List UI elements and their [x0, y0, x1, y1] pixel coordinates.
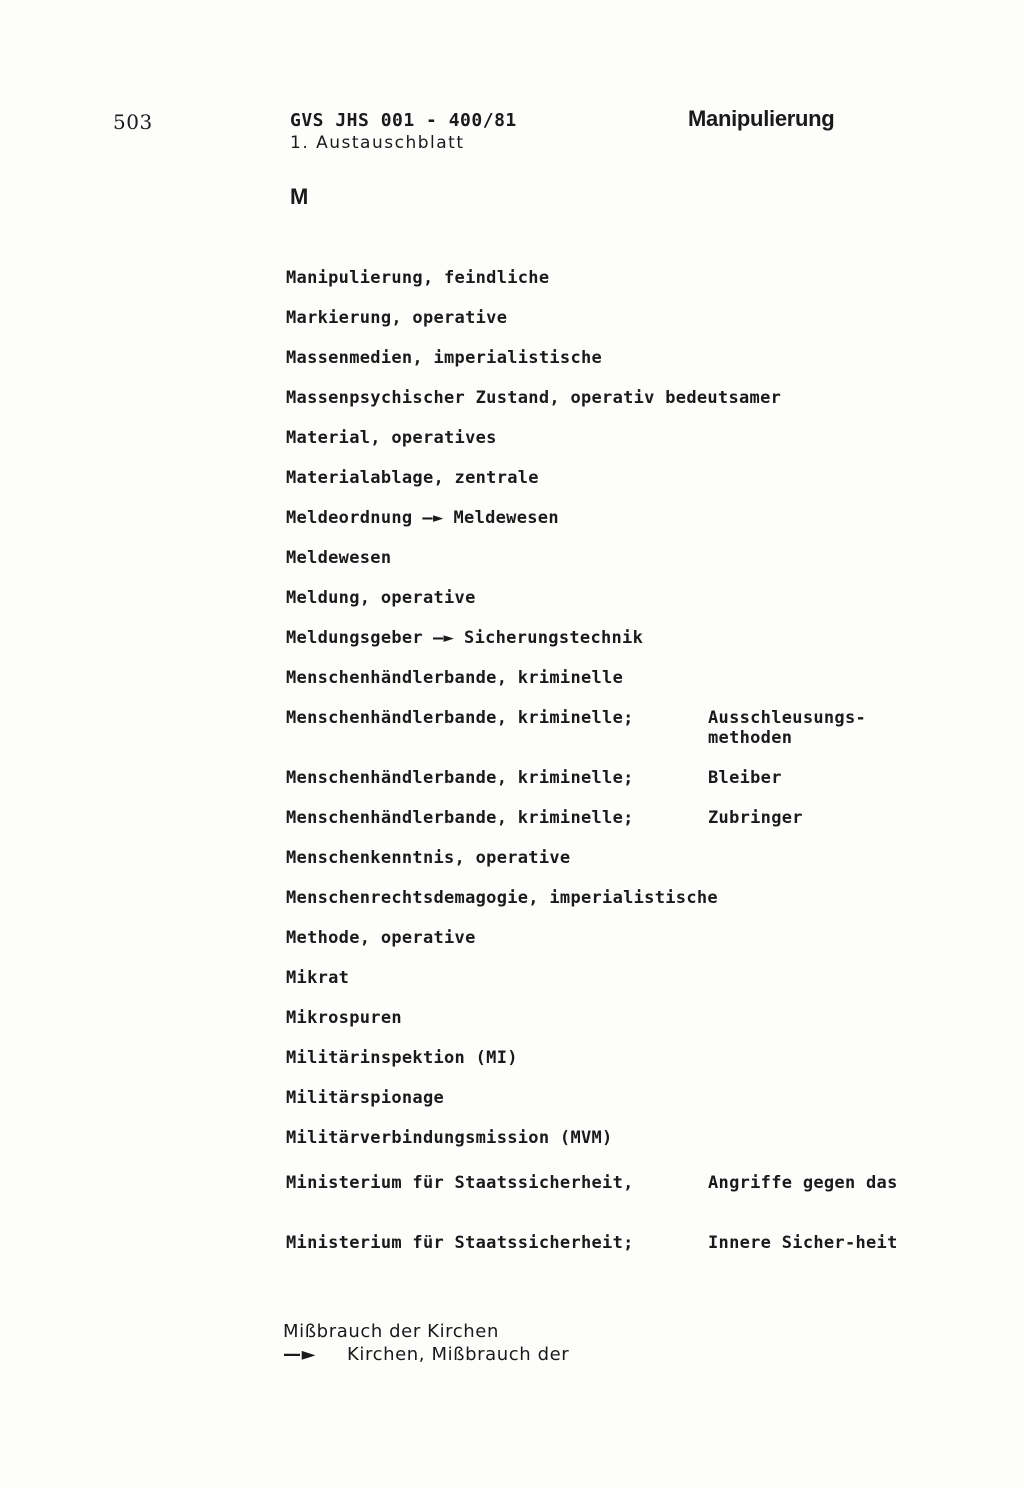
index-entry: [286, 268, 926, 288]
arrow-icon: —►: [432, 628, 455, 648]
entry-term: Meldewesen: [286, 548, 392, 568]
entry-term: Menschenkenntnis, operative: [286, 848, 571, 868]
arrow-icon: —►: [422, 508, 444, 528]
index-entry: [286, 1233, 926, 1253]
entry-term: Manipulierung, feindliche: [286, 268, 550, 288]
index-entry: [286, 508, 926, 528]
index-entry: [286, 348, 926, 368]
entry-subheading: Bleiber: [708, 768, 782, 788]
entry-term: Militärverbindungsmission (MVM): [286, 1128, 613, 1148]
index-entry: [286, 388, 926, 408]
index-entry: [286, 1088, 926, 1108]
entry-term: Meldungsgeber: [286, 628, 423, 648]
entry-term: Ministerium für Staatssicherheit;: [286, 1233, 634, 1253]
index-entry: [286, 928, 926, 948]
entry-see-reference: Sicherungstechnik: [464, 628, 644, 648]
entry-term: Menschenhändlerbande, kriminelle;: [286, 808, 634, 828]
index-entry: [286, 1173, 926, 1193]
entry-term: Markierung, operative: [286, 308, 508, 328]
index-entry: [286, 848, 926, 868]
index-entry: [286, 808, 926, 828]
footer-term: Mißbrauch der Kirchen: [283, 1321, 499, 1342]
index-entry: [286, 468, 926, 488]
entry-term: Meldung, operative: [286, 588, 476, 608]
section-letter: M: [290, 184, 309, 209]
entry-term: Meldeordnung: [286, 508, 413, 528]
index-entry: [286, 1128, 926, 1148]
index-entry: [286, 588, 926, 608]
entry-term: Materialablage, zentrale: [286, 468, 539, 488]
footer-see-target: Kirchen, Mißbrauch der: [347, 1344, 570, 1365]
index-entry: [286, 768, 926, 788]
entry-term: Massenpsychischer Zustand, operativ bedeutsamer: [286, 388, 782, 408]
entry-term: Militärspionage: [286, 1088, 445, 1108]
index-entry: [286, 968, 926, 988]
index-entry: [286, 1008, 926, 1028]
entry-see-reference: Meldewesen: [453, 508, 559, 528]
entry-subheading: Ausschleusungs-methoden: [708, 708, 867, 748]
header-keyword: Manipulierung: [688, 106, 835, 131]
entry-subheading: Zubringer: [708, 808, 803, 828]
entry-term: Militärinspektion (MI): [286, 1048, 518, 1068]
exchange-sheet-label: 1. Austauschblatt: [290, 133, 465, 153]
index-entry: [286, 708, 926, 748]
entry-subheading: Angriffe gegen das: [708, 1173, 898, 1193]
page-number: 503: [113, 110, 153, 134]
entry-subheading: Innere Sicher-heit: [708, 1233, 898, 1253]
index-entry: [286, 548, 926, 568]
document-reference: GVS JHS 001 - 400/81: [290, 110, 517, 131]
entry-term: Menschenhändlerbande, kriminelle;: [286, 708, 634, 728]
index-entry: [286, 668, 926, 688]
index-entry: [286, 888, 926, 908]
entry-term: Material, operatives: [286, 428, 497, 448]
index-entry: [286, 428, 926, 448]
entry-term: Mikrat: [286, 968, 350, 988]
entry-term: Menschenhändlerbande, kriminelle: [286, 668, 624, 688]
footer-reference: [283, 1320, 569, 1366]
footer-see-line: [283, 1343, 569, 1366]
index-entry: [286, 308, 926, 328]
entry-term: Massenmedien, imperialistische: [286, 348, 603, 368]
index-entry: [286, 628, 926, 648]
entry-term: Menschenrechtsdemagogie, imperialistische: [286, 888, 718, 908]
entry-term: Menschenhändlerbande, kriminelle;: [286, 768, 634, 788]
entry-term: Mikrospuren: [286, 1008, 402, 1028]
entry-term: Methode, operative: [286, 928, 476, 948]
arrow-icon: —►: [283, 1344, 317, 1365]
entry-term: Ministerium für Staatssicherheit,: [286, 1173, 634, 1193]
index-entry: [286, 1048, 926, 1068]
